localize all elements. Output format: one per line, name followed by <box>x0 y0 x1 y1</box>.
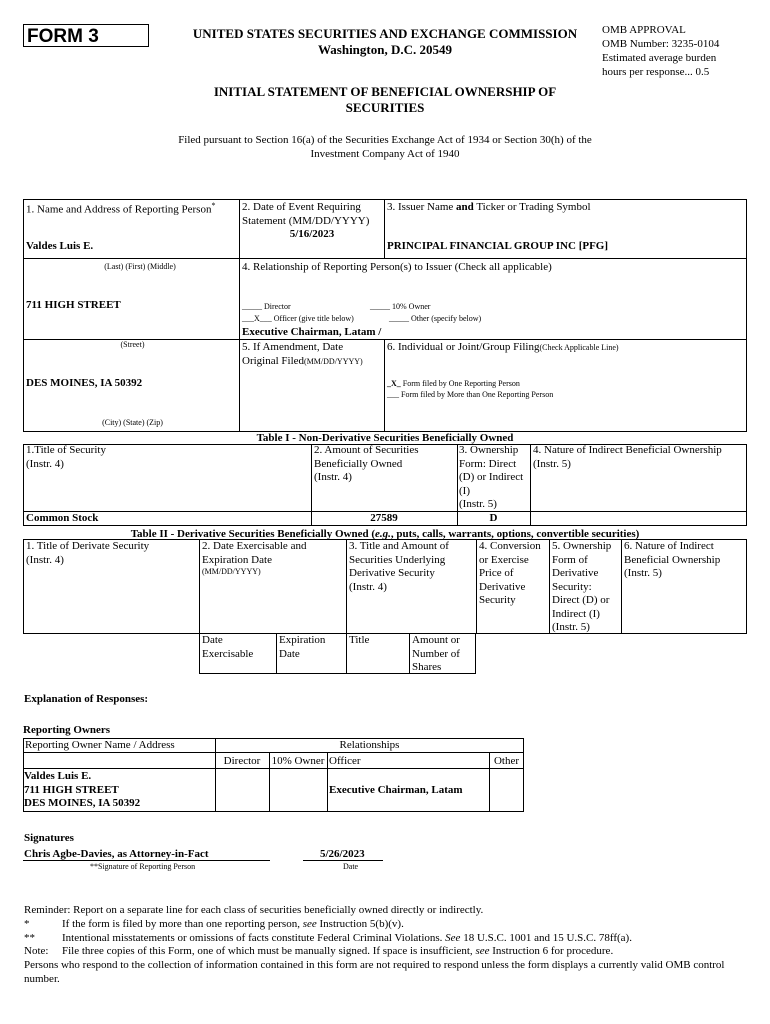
note3-mark: Note: <box>24 945 49 957</box>
omb-number: OMB Number: 3235-0104 <box>602 38 720 50</box>
event-date: 5/16/2023 <box>289 228 335 240</box>
agency-location: Washington, D.C. 20549 <box>318 42 452 57</box>
t2-col5-header: 5. Ownership Form of Derivative Security: Direct (D) or Indirect (I) (Instr. 5) <box>552 540 612 633</box>
t2-col3-header: 3. Title and Amount of Securities Underlying Derivative Security (Instr. 4) <box>349 540 449 593</box>
issuer-name: PRINCIPAL FINANCIAL GROUP INC [PFG] <box>387 240 609 252</box>
reminder-text: Reminder: Report on a separate line for each class of securities beneficially owned directly or indirectly. <box>24 904 484 916</box>
box5-label: 5. If Amendment, Date Original Filed(MM/DD/YYYY) <box>242 341 363 367</box>
box2-label: 2. Date of Event Requiring Statement (MM/DD/YYYY) <box>242 201 370 227</box>
t2-col1-header: 1. Title of Derivate Security (Instr. 4) <box>26 540 150 566</box>
ro-col-other: Other <box>493 755 520 767</box>
t2-sub-amount: Amount or Number of Shares <box>412 634 460 673</box>
filed-line1: Filed pursuant to Section 16(a) of the Securities Exchange Act of 1934 or Section 30(h) of the <box>178 134 592 146</box>
box4-label: 4. Relationship of Reporting Person(s) to Issuer (Check all applicable) <box>242 261 552 273</box>
t1-col1-header: 1.Title of Security (Instr. 4) <box>26 444 106 470</box>
t1-row-title: Common Stock <box>26 512 99 524</box>
ro-col-director: Director <box>223 755 261 767</box>
one-person-checkbox: _X_ Form filed by One Reporting Person <box>387 379 520 388</box>
note1-text: If the form is filed by more than one reporting person, see Instruction 5(b)(v). <box>62 918 404 930</box>
t1-col2-header: 2. Amount of Securities Beneficially Owned (Instr. 4) <box>314 444 419 483</box>
reporting-person-street: 711 HIGH STREET <box>26 299 121 311</box>
box3-label: 3. Issuer Name and Ticker or Trading Symbol <box>387 201 591 213</box>
name-caption: (Last) (First) (Middle) <box>104 262 176 271</box>
director-checkbox: _____ Director <box>242 302 291 311</box>
t1-col4-header: 4. Nature of Indirect Beneficial Ownership (Instr. 5) <box>533 444 722 470</box>
t2-col2-header: 2. Date Exercisable and Expiration Date (MM/DD/YYYY) <box>202 540 307 576</box>
omb-title: OMB APPROVAL <box>602 24 686 36</box>
agency-name: UNITED STATES SECURITIES AND EXCHANGE COMMISSION <box>192 26 578 41</box>
note2-text: Intentional misstatements or omissions of facts constitute Federal Criminal Violations. See 18 U.S.C. 1001 and 15 U.S.C. 78ff(a). <box>62 932 632 944</box>
t2-sub-title: Title <box>349 634 370 646</box>
title-line1: INITIAL STATEMENT OF BENEFICIAL OWNERSHIP OF <box>213 84 557 99</box>
filed-pursuant <box>160 133 610 161</box>
note1-mark: * <box>24 918 30 930</box>
officer-checkbox: ___X___ Officer (give title below) <box>242 314 354 323</box>
other-checkbox: _____ Other (specify below) <box>389 314 482 323</box>
signatures-title: Signatures <box>24 832 74 844</box>
ro-col-name: Reporting Owner Name / Address <box>25 739 175 751</box>
city-caption: (City) (State) (Zip) <box>102 418 163 427</box>
ro-owner-address: Valdes Luis E. 711 HIGH STREET DES MOINES, IA 50392 <box>24 770 141 809</box>
ro-col-ten: 10% Owner <box>271 755 325 767</box>
t2-col4-header: 4. Conversion or Exercise Price of Derivative Security <box>479 540 541 606</box>
omb-burden-line2: hours per response... 0.5 <box>602 66 710 78</box>
box6-label: 6. Individual or Joint/Group Filing(Check Applicable Line) <box>387 341 619 353</box>
reporting-person-city: DES MOINES, IA 50392 <box>26 377 143 389</box>
page-title <box>180 84 590 116</box>
t2-sub-exercisable: Date Exercisable <box>202 634 254 660</box>
t2-sub-expiration: Expiration Date <box>279 634 326 660</box>
reporting-owners-title: Reporting Owners <box>23 724 111 736</box>
persons-text: Persons who respond to the collection of information contained in this form are not required to respond unless the form displays a currently valid OMB control number. <box>24 959 725 985</box>
title-line2: SECURITIES <box>345 100 425 115</box>
explanation-label: Explanation of Responses: <box>24 693 149 705</box>
ro-officer-title: Executive Chairman, Latam <box>329 784 463 796</box>
t2-col6-header: 6. Nature of Indirect Beneficial Ownership (Instr. 5) <box>624 540 721 579</box>
reporting-info-grid <box>23 199 747 432</box>
omb-burden-line1: Estimated average burden <box>602 52 717 64</box>
ro-col-officer: Officer <box>329 755 361 767</box>
table1-title: Table I - Non-Derivative Securities Beneficially Owned <box>256 432 514 444</box>
box1-label: 1. Name and Address of Reporting Person* <box>26 201 216 216</box>
ro-col-relationships: Relationships <box>339 739 400 751</box>
ten-percent-owner-checkbox: _____ 10% Owner <box>370 302 431 311</box>
table2-title: Table II - Derivative Securities Beneficially Owned (e.g., puts, calls, warrants, options, convertible securities) <box>130 528 640 540</box>
t1-row-form: D <box>489 512 498 524</box>
signature-name: Chris Agbe-Davies, as Attorney-in-Fact <box>24 848 209 860</box>
officer-title: Executive Chairman, Latam / <box>242 326 382 338</box>
t1-col3-header: 3. Ownership Form: Direct (D) or Indirect (I) (Instr. 5) <box>459 444 524 510</box>
filed-line2: Investment Company Act of 1940 <box>310 148 460 160</box>
multi-person-checkbox: ___ Form filed by More than One Reporting Person <box>387 390 554 399</box>
omb-approval <box>602 23 767 79</box>
agency-heading <box>160 26 610 58</box>
street-caption: (Street) <box>120 340 145 349</box>
note3-text: File three copies of this Form, one of which must be manually signed. If space is insufficient, see Instruction 6 for procedure. <box>62 945 614 957</box>
form-number: FORM 3 <box>23 24 149 47</box>
signature-date-caption: Date <box>343 862 359 871</box>
signature-date: 5/26/2023 <box>320 848 365 860</box>
note2-mark: ** <box>24 932 35 944</box>
signature-caption: **Signature of Reporting Person <box>90 862 196 871</box>
t1-row-amount: 27589 <box>370 512 398 524</box>
reporting-person-name: Valdes Luis E. <box>26 240 94 252</box>
